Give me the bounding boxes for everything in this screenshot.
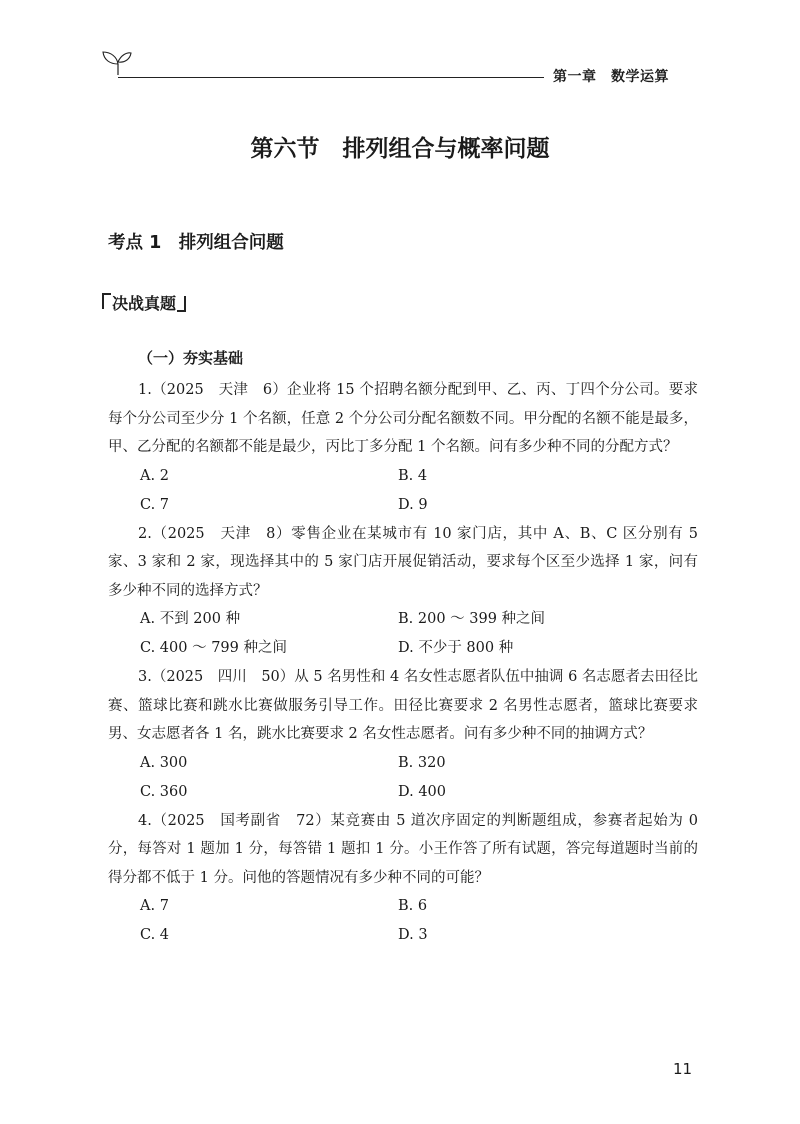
corner-bracket-open <box>102 293 111 309</box>
option-c: C. 4 <box>140 927 170 943</box>
question-list <box>108 376 698 950</box>
option-row <box>108 491 698 520</box>
question-stem: 2.（2025 天津 8）零售企业在某城市有 10 家门店，其中 A、B、C 区分别有 5 家、3 家和 2 家，现选择其中的 5 家门店开展促销活动，要求每个区至少选择 1 家，问有多少种不同的选择方式？ <box>108 525 698 599</box>
option-a: A. 2 <box>140 467 169 484</box>
option-a: A. 不到 200 种 <box>140 611 241 627</box>
option-c: C. 7 <box>140 496 170 513</box>
question-2 <box>108 520 698 664</box>
option-d: D. 400 <box>398 783 447 800</box>
leaf-icon <box>100 48 132 76</box>
option-row <box>108 921 698 950</box>
option-a: A. 7 <box>140 898 169 914</box>
question-stem: 3.（2025 四川 50）从 5 名男性和 4 名女性志愿者队伍中抽调 6 名志愿者去田径比赛、篮球比赛和跳水比赛做服务引导工作。田径比赛要求 2 名男性志愿者，篮球比赛要求男、女志愿者各 1 名，跳水比赛要求 2 名女性志愿者。问有多少种不同的抽调方式？ <box>108 669 698 742</box>
section-title: 第六节 排列组合与概率问题 <box>250 136 550 162</box>
option-row <box>108 749 698 778</box>
question-stem: 1.（2025 天津 6）企业将 15 个招聘名额分配到甲、乙、丙、丁四个分公司。要求每个分公司至少分 1 个名额，任意 2 个分公司分配名额数不同。甲分配的名额不能是最多，甲、乙分配的名额都不能是最少，丙比丁多分配 1 个名额。问有多少种不同的分配方式？ <box>108 382 698 455</box>
option-c: C. 400 ～ 799 种之间 <box>140 640 287 656</box>
question-1 <box>108 376 698 520</box>
topic-heading: 考点 1 排列组合问题 <box>108 233 284 253</box>
box-label-text: 决战真题 <box>112 294 177 313</box>
option-row <box>108 634 698 663</box>
option-row <box>108 892 698 921</box>
option-b: B. 320 <box>398 754 446 771</box>
corner-bracket-close <box>177 296 186 312</box>
option-d: D. 3 <box>398 927 428 943</box>
option-b: B. 200 ～ 399 种之间 <box>398 611 546 627</box>
box-label <box>100 291 188 314</box>
option-d: D. 9 <box>398 496 428 513</box>
page-number: 11 <box>673 1060 693 1078</box>
header-rule <box>118 77 544 78</box>
question-3 <box>108 663 698 807</box>
question-stem: 4.（2025 国考副省 72）某竞赛由 5 道次序固定的判断题组成，参赛者起始为 0 分，每答对 1 题加 1 分，每答错 1 题扣 1 分。小王作答了所有试题，答完每道题时当前的得分都不低于 1 分。问他的答题情况有多少种不同的可能？ <box>108 812 698 886</box>
subsection-heading: （一）夯实基础 <box>138 349 244 367</box>
option-row <box>108 778 698 807</box>
option-row <box>108 605 698 634</box>
question-4 <box>108 807 698 951</box>
option-row <box>108 462 698 491</box>
running-header-chapter: 第一章 数学运算 <box>553 69 669 85</box>
option-d: D. 不少于 800 种 <box>398 640 514 656</box>
option-b: B. 4 <box>398 467 428 484</box>
option-c: C. 360 <box>140 783 188 800</box>
option-a: A. 300 <box>140 754 188 771</box>
option-b: B. 6 <box>398 898 428 914</box>
